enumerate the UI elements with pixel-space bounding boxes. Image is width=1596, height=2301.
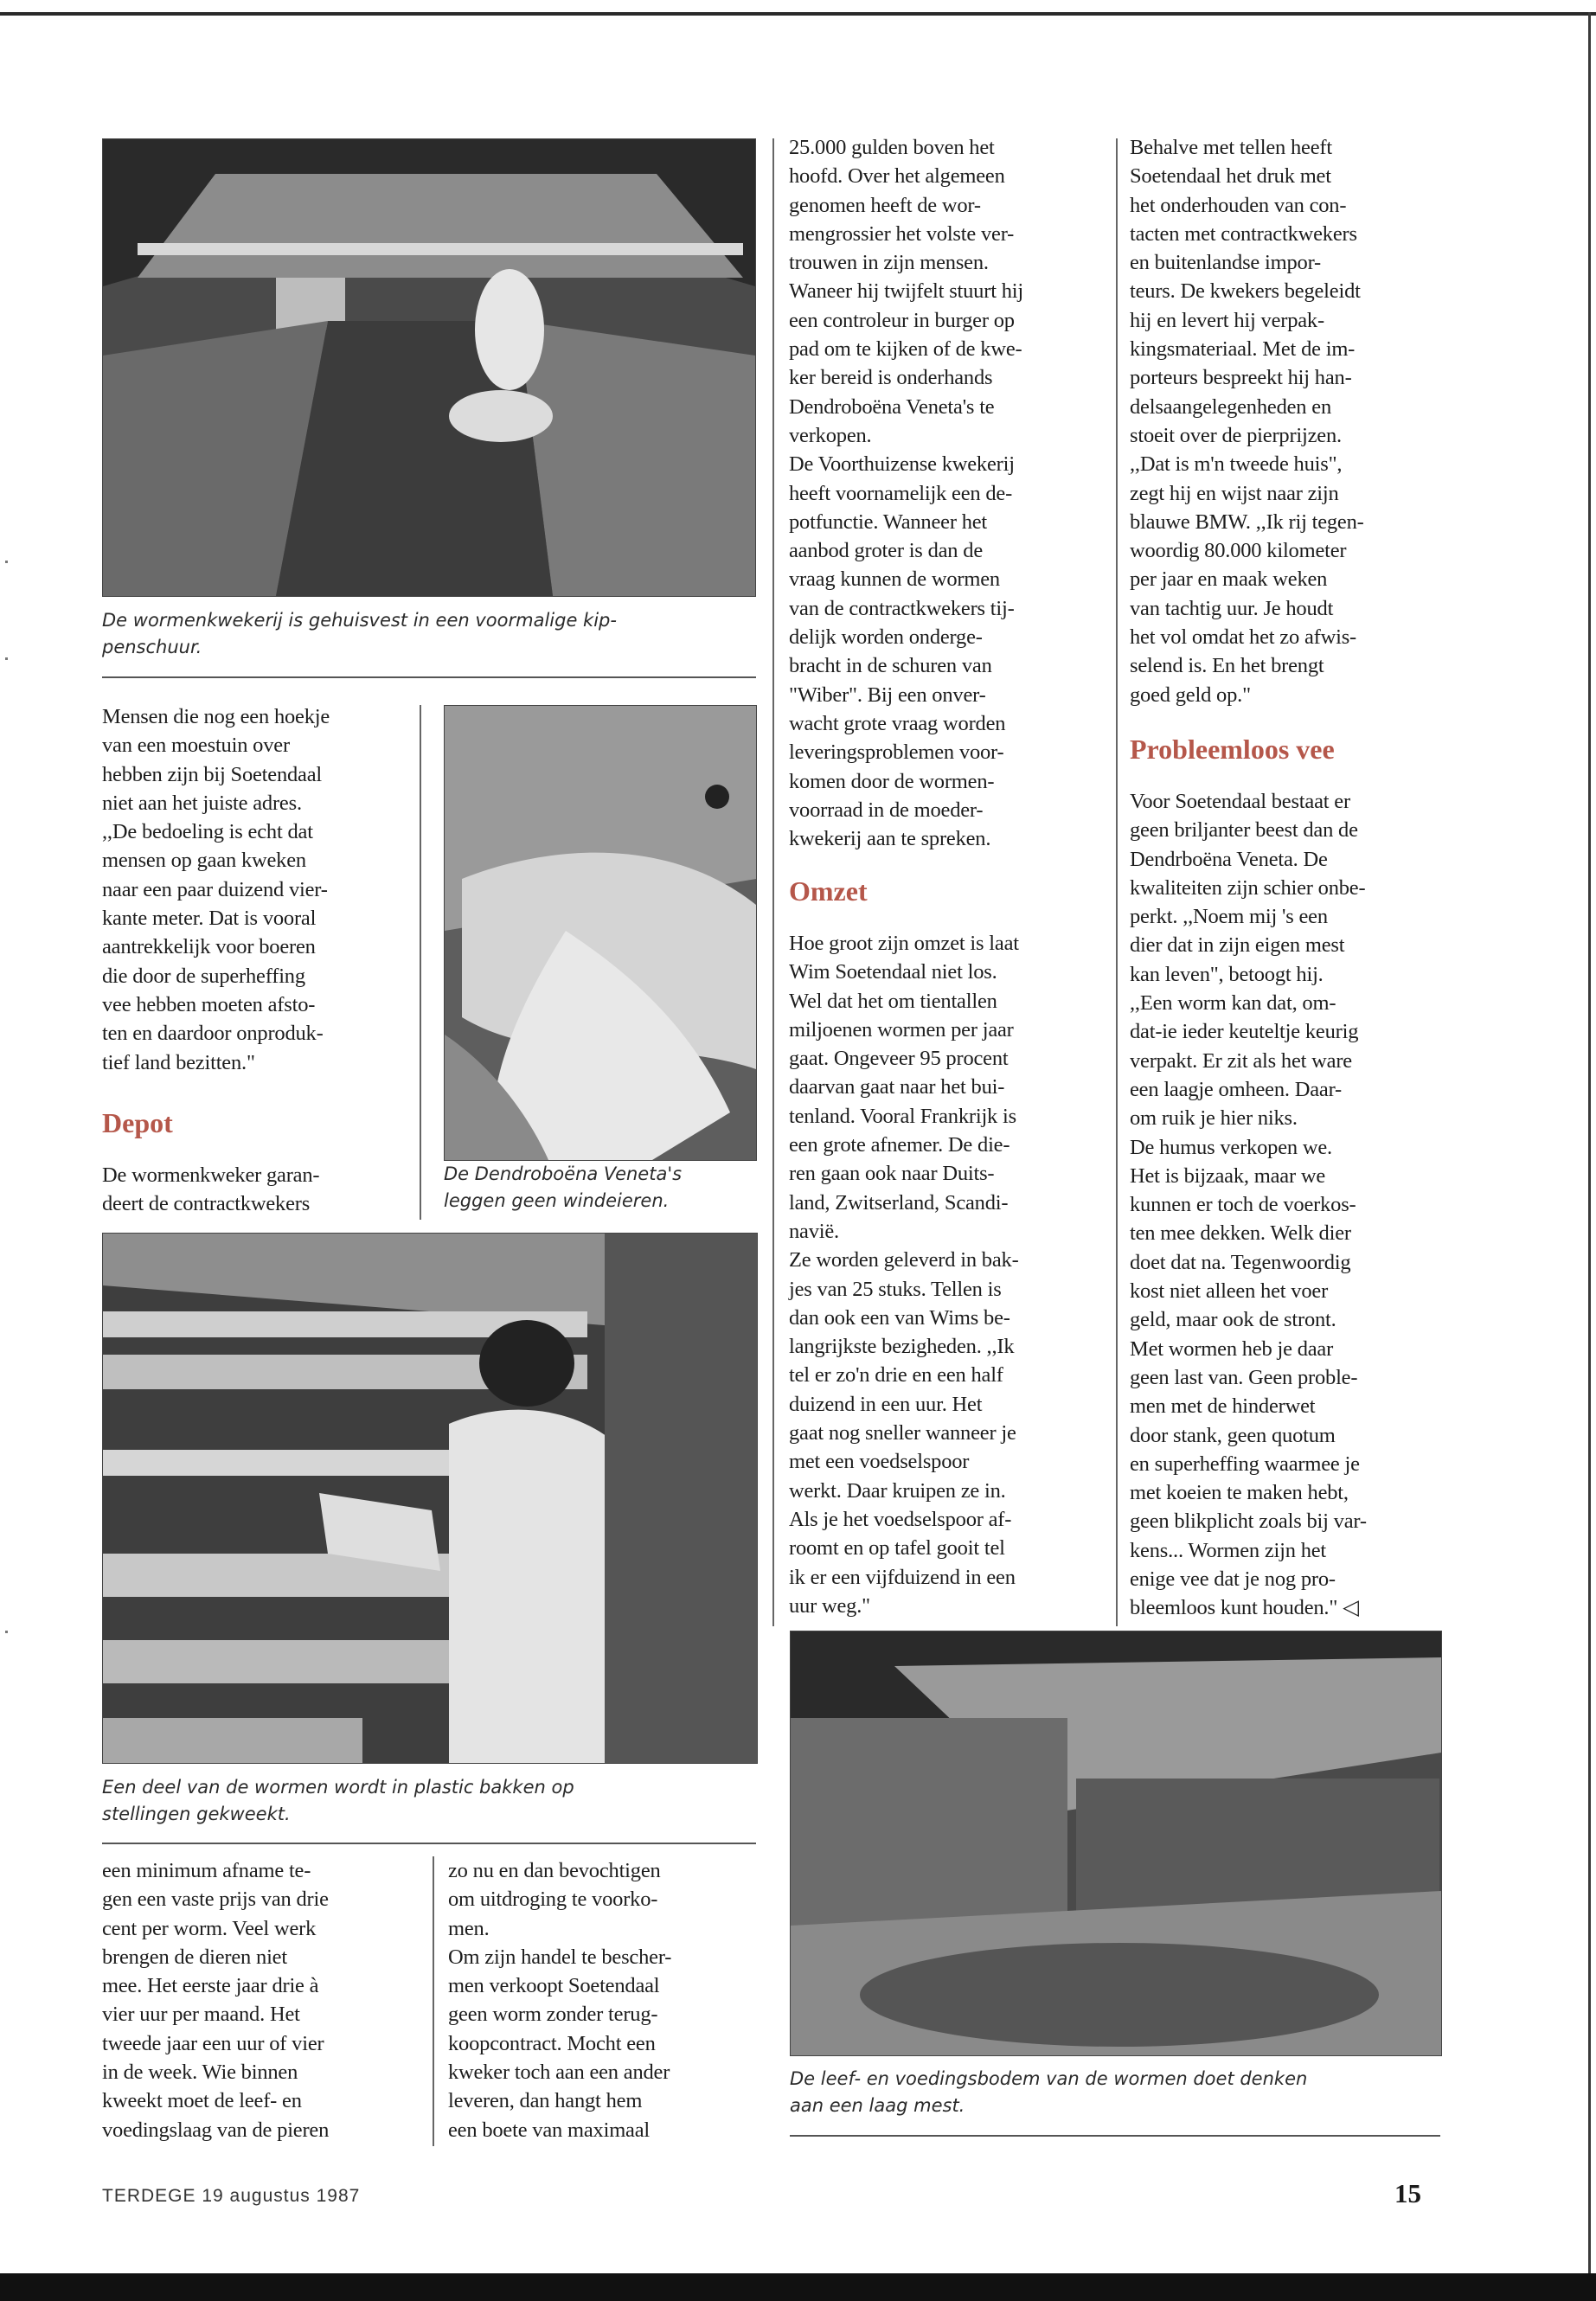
text-line: De humus verkopen we. bbox=[1130, 1135, 1332, 1159]
text-line: kwekerij aan te spreken. bbox=[789, 827, 991, 851]
text-line: ,,Een worm kan dat, om- bbox=[1130, 991, 1336, 1016]
text-line: Soetendaal het druk met bbox=[1130, 164, 1331, 189]
text-line: geen worm zonder terug- bbox=[448, 2003, 658, 2027]
caption-line: De wormenkwekerij is gehuisvest in een voormalige kip- bbox=[102, 610, 617, 631]
right-border bbox=[1588, 12, 1591, 2279]
section-heading-omzet: Omzet bbox=[789, 875, 868, 907]
text-line: roomt en op tafel gooit tel bbox=[789, 1536, 1005, 1561]
text-line: tenland. Vooral Frankrijk is bbox=[789, 1104, 1016, 1128]
text-line: porteurs bespreekt hij han- bbox=[1130, 366, 1352, 390]
text-line: ten en daardoor onproduk- bbox=[102, 1022, 324, 1046]
text-line: komen door de wormen- bbox=[789, 769, 995, 793]
text-line: Behalve met tellen heeft bbox=[1130, 136, 1332, 159]
barn-photo-caption bbox=[102, 607, 760, 661]
shelves-photo bbox=[102, 1233, 758, 1764]
text-line: hoofd. Over het algemeen bbox=[789, 164, 1005, 189]
text-line: leveren, dan hangt hem bbox=[448, 2089, 643, 2113]
text-line: genomen heeft de wor- bbox=[789, 193, 981, 217]
text-line: ker bereid is onderhands bbox=[789, 366, 993, 390]
text-line: en superheffing waarmee je bbox=[1130, 1452, 1360, 1476]
text-line: Dendroboëna Veneta's te bbox=[789, 394, 995, 419]
text-line: geen briljanter beest dan de bbox=[1130, 818, 1358, 843]
text-line: ,,Dat is m'n tweede huis", bbox=[1130, 452, 1343, 477]
text-line: vraag kunnen de wormen bbox=[789, 567, 1000, 592]
text-line: men. bbox=[448, 1916, 490, 1940]
text-line: gaat nog sneller wanneer je bbox=[789, 1421, 1016, 1445]
text-line: duizend in een uur. Het bbox=[789, 1392, 983, 1416]
column-rule bbox=[420, 705, 421, 1220]
text-line: verkopen. bbox=[789, 423, 872, 447]
text-line: die door de superheffing bbox=[102, 964, 305, 988]
margin-mark bbox=[5, 1631, 8, 1633]
text-line: leveringsproblemen voor- bbox=[789, 740, 1004, 765]
text-line: stoeit over de pierprijzen. bbox=[1130, 423, 1342, 447]
text-line: Waneer hij twijfelt stuurt hij bbox=[789, 279, 1023, 304]
text-line: blauwe BMW. ,,Ik rij tegen- bbox=[1130, 510, 1364, 534]
text-line: gaat. Ongeveer 95 procent bbox=[789, 1047, 1009, 1071]
text-line: daarvan gaat naar het bui- bbox=[789, 1075, 1005, 1099]
column-rule bbox=[433, 1856, 434, 2146]
text-line: Ze worden geleverd in bak- bbox=[789, 1248, 1019, 1272]
text-line: een grote afnemer. De die- bbox=[789, 1133, 1010, 1157]
text-line: vier uur per maand. Het bbox=[102, 2003, 300, 2027]
text-line: gen een vaste prijs van drie bbox=[102, 1888, 329, 1912]
text-line: geld, maar ook de stront. bbox=[1130, 1308, 1336, 1332]
text-line: Wel dat het om tientallen bbox=[789, 989, 997, 1013]
text-line: niet aan het juiste adres. bbox=[102, 791, 302, 815]
text-line: land, Zwitserland, Scandi- bbox=[789, 1190, 1009, 1215]
text-line: een minimum afname te- bbox=[102, 1859, 311, 1882]
text-line: kunnen er toch de voerkos- bbox=[1130, 1193, 1356, 1217]
hand-photo bbox=[444, 705, 757, 1161]
text-line: delijk worden onderge- bbox=[789, 625, 983, 650]
text-line: het onderhouden van con- bbox=[1130, 193, 1347, 217]
text-line: hebben zijn bij Soetendaal bbox=[102, 762, 323, 786]
text-line: pad om te kijken of de kwe- bbox=[789, 337, 1022, 362]
text-line: Voor Soetendaal bestaat er bbox=[1130, 790, 1350, 813]
margin-mark bbox=[5, 561, 8, 563]
caption-line: De Dendroboëna Veneta's bbox=[444, 1163, 683, 1184]
text-line: langrijkste bezigheden. ,,Ik bbox=[789, 1335, 1015, 1359]
text-line: per jaar en maak weken bbox=[1130, 567, 1328, 592]
caption-line: Een deel van de wormen wordt in plastic bakken op bbox=[102, 1777, 574, 1798]
article-text-block bbox=[1130, 133, 1450, 709]
text-line: het vol omdat het zo afwis- bbox=[1130, 625, 1356, 650]
text-line: aantrekkelijk voor boeren bbox=[102, 935, 316, 959]
text-line: tweede jaar een uur of vier bbox=[102, 2031, 324, 2055]
text-line: voorraad in de moeder- bbox=[789, 798, 984, 822]
text-line: om ruik je hier niks. bbox=[1130, 1106, 1298, 1131]
article-text-block bbox=[789, 929, 1100, 1620]
barn-photo bbox=[102, 138, 756, 597]
text-line: Het is bijzaak, maar we bbox=[1130, 1163, 1326, 1188]
text-line: van een moestuin over bbox=[102, 734, 290, 758]
margin-mark bbox=[5, 657, 8, 660]
text-line: zo nu en dan bevochtigen bbox=[448, 1859, 661, 1882]
caption-line: penschuur. bbox=[102, 637, 202, 657]
text-line: ik er een vijfduizend in een bbox=[789, 1565, 1016, 1589]
text-line: kingsmateriaal. Met de im- bbox=[1130, 337, 1356, 362]
text-line: navië. bbox=[789, 1219, 839, 1243]
text-line: tel er zo'n drie en een half bbox=[789, 1363, 1003, 1388]
article-text-block bbox=[789, 133, 1100, 853]
text-line: tief land bezitten." bbox=[102, 1050, 255, 1074]
text-line: een laagje omheen. Daar- bbox=[1130, 1077, 1343, 1101]
text-line: geen last van. Geen proble- bbox=[1130, 1365, 1358, 1389]
text-line: ren gaan ook naar Duits- bbox=[789, 1162, 995, 1186]
hand-photo-caption bbox=[444, 1161, 755, 1215]
article-text-block bbox=[1130, 787, 1450, 1623]
text-line: mee. Het eerste jaar drie à bbox=[102, 1974, 319, 1998]
text-line: van tachtig uur. Je houdt bbox=[1130, 596, 1334, 620]
text-line: van de contractkwekers tij- bbox=[789, 596, 1015, 620]
top-border bbox=[0, 12, 1596, 16]
caption-line: De leef- en voedingsbodem van de wormen doet denken bbox=[790, 2068, 1308, 2089]
text-line: mensen op gaan kweken bbox=[102, 849, 306, 873]
text-line: Wim Soetendaal niet los. bbox=[789, 960, 997, 984]
text-line: "Wiber". Bij een onver- bbox=[789, 683, 986, 707]
text-line: kweker toch aan een ander bbox=[448, 2061, 670, 2085]
text-line: potfunctie. Wanneer het bbox=[789, 510, 988, 534]
text-line: selend is. En het brengt bbox=[1130, 654, 1324, 678]
text-line: goed geld op." bbox=[1130, 683, 1251, 707]
caption-line: leggen geen windeieren. bbox=[444, 1190, 670, 1211]
text-line: De Voorthuizense kwekerij bbox=[789, 452, 1015, 477]
section-heading-depot: Depot bbox=[102, 1107, 173, 1138]
text-line: voedingslaag van de pieren bbox=[102, 2118, 330, 2142]
page-number: 15 bbox=[1394, 2178, 1421, 2208]
text-line: ,,De bedoeling is echt dat bbox=[102, 820, 313, 844]
caption-rule bbox=[102, 1843, 756, 1844]
bottom-scan-edge bbox=[0, 2273, 1596, 2301]
text-line: en buitenlandse impor- bbox=[1130, 251, 1321, 275]
text-line: dan ook een van Wims be- bbox=[789, 1305, 1010, 1330]
text-line: doet dat na. Tegenwoordig bbox=[1130, 1250, 1351, 1274]
text-line: deert de contractkwekers bbox=[102, 1192, 311, 1216]
caption-line: stellingen gekweekt. bbox=[102, 1804, 291, 1824]
text-line: door stank, geen quotum bbox=[1130, 1423, 1336, 1447]
text-line: De wormenkweker garan- bbox=[102, 1163, 320, 1187]
text-line: kost niet alleen het voer bbox=[1130, 1279, 1329, 1304]
caption-line: aan een laag mest. bbox=[790, 2095, 965, 2116]
text-line: een controleur in burger op bbox=[789, 308, 1015, 332]
text-line: bleemloos kunt houden." ◁ bbox=[1130, 1596, 1359, 1620]
text-line: wacht grote vraag worden bbox=[789, 711, 1006, 735]
text-line: in de week. Wie binnen bbox=[102, 2061, 298, 2085]
text-line: miljoenen wormen per jaar bbox=[789, 1017, 1014, 1042]
text-line: verpakt. Er zit als het ware bbox=[1130, 1048, 1352, 1073]
text-line: Hoe groot zijn omzet is laat bbox=[789, 932, 1019, 955]
text-line: hij en levert hij verpak- bbox=[1130, 308, 1324, 332]
text-line: naar een paar duizend vier- bbox=[102, 877, 328, 901]
hall-photo bbox=[790, 1631, 1442, 2056]
text-line: geen blikplicht zoals bij var- bbox=[1130, 1509, 1367, 1534]
text-line: kante meter. Dat is vooral bbox=[102, 907, 317, 931]
text-line: Mensen die nog een hoekje bbox=[102, 705, 330, 728]
text-line: vee hebben moeten afsto- bbox=[102, 992, 316, 1016]
text-line: kan leven", betoogt hij. bbox=[1130, 962, 1324, 986]
text-line: Dendrboëna Veneta. De bbox=[1130, 847, 1328, 871]
text-line: brengen de dieren niet bbox=[102, 1945, 287, 1969]
shelves-photo-caption bbox=[102, 1774, 760, 1828]
text-line: Met wormen heb je daar bbox=[1130, 1336, 1334, 1361]
text-line: ten mee dekken. Welk dier bbox=[1130, 1221, 1351, 1246]
article-text-block bbox=[102, 702, 405, 1077]
caption-rule bbox=[102, 676, 756, 678]
text-line: met een voedselspoor bbox=[789, 1450, 970, 1474]
text-line: zegt hij en wijst naar zijn bbox=[1130, 481, 1339, 505]
text-line: men met de hinderwet bbox=[1130, 1394, 1316, 1419]
text-line: delsaangelegenheden en bbox=[1130, 394, 1331, 419]
text-line: 25.000 gulden boven het bbox=[789, 136, 995, 159]
text-line: heeft voornamelijk een de- bbox=[789, 481, 1013, 505]
text-line: met koeien te maken hebt, bbox=[1130, 1481, 1349, 1505]
text-line: men verkoopt Soetendaal bbox=[448, 1974, 660, 1998]
text-line: een boete van maximaal bbox=[448, 2118, 651, 2142]
text-line: teurs. De kwekers begeleidt bbox=[1130, 279, 1361, 304]
text-line: Om zijn handel te bescher- bbox=[448, 1945, 672, 1969]
text-line: dier dat in zijn eigen mest bbox=[1130, 933, 1345, 958]
column-rule bbox=[1116, 138, 1118, 1626]
text-line: woordig 80.000 kilometer bbox=[1130, 539, 1347, 563]
text-line: mengrossier het volste ver- bbox=[789, 221, 1015, 246]
text-line: kens... Wormen zijn het bbox=[1130, 1538, 1327, 1562]
article-text-block bbox=[102, 1161, 405, 1219]
text-line: trouwen in zijn mensen. bbox=[789, 251, 989, 275]
section-heading-probleemloos: Probleemloos vee bbox=[1130, 734, 1335, 765]
text-line: kwaliteiten zijn schier onbe- bbox=[1130, 875, 1366, 900]
text-line: aanbod groter is dan de bbox=[789, 539, 983, 563]
text-line: kweekt moet de leef- en bbox=[102, 2089, 302, 2113]
text-line: perkt. ,,Noem mij 's een bbox=[1130, 905, 1328, 929]
text-line: tacten met contractkwekers bbox=[1130, 221, 1357, 246]
caption-rule bbox=[790, 2135, 1440, 2137]
column-rule bbox=[772, 138, 774, 1626]
article-text-block bbox=[448, 1856, 768, 2144]
text-line: bracht in de schuren van bbox=[789, 654, 992, 678]
hall-photo-caption bbox=[790, 2066, 1447, 2119]
text-line: enige vee dat je nog pro- bbox=[1130, 1567, 1336, 1592]
text-line: dat-ie ieder keuteltje keurig bbox=[1130, 1020, 1359, 1044]
text-line: jes van 25 stuks. Tellen is bbox=[789, 1277, 1002, 1301]
text-line: koopcontract. Mocht een bbox=[448, 2031, 656, 2055]
article-text-block bbox=[102, 1856, 422, 2144]
text-line: uur weg." bbox=[789, 1593, 870, 1618]
text-line: werkt. Daar kruipen ze in. bbox=[789, 1478, 1006, 1503]
text-line: cent per worm. Veel werk bbox=[102, 1916, 317, 1940]
text-line: om uitdroging te voorko- bbox=[448, 1888, 658, 1912]
publication-footer: TERDEGE 19 augustus 1987 bbox=[102, 2186, 361, 2206]
text-line: Als je het voedselspoor af- bbox=[789, 1507, 1012, 1531]
